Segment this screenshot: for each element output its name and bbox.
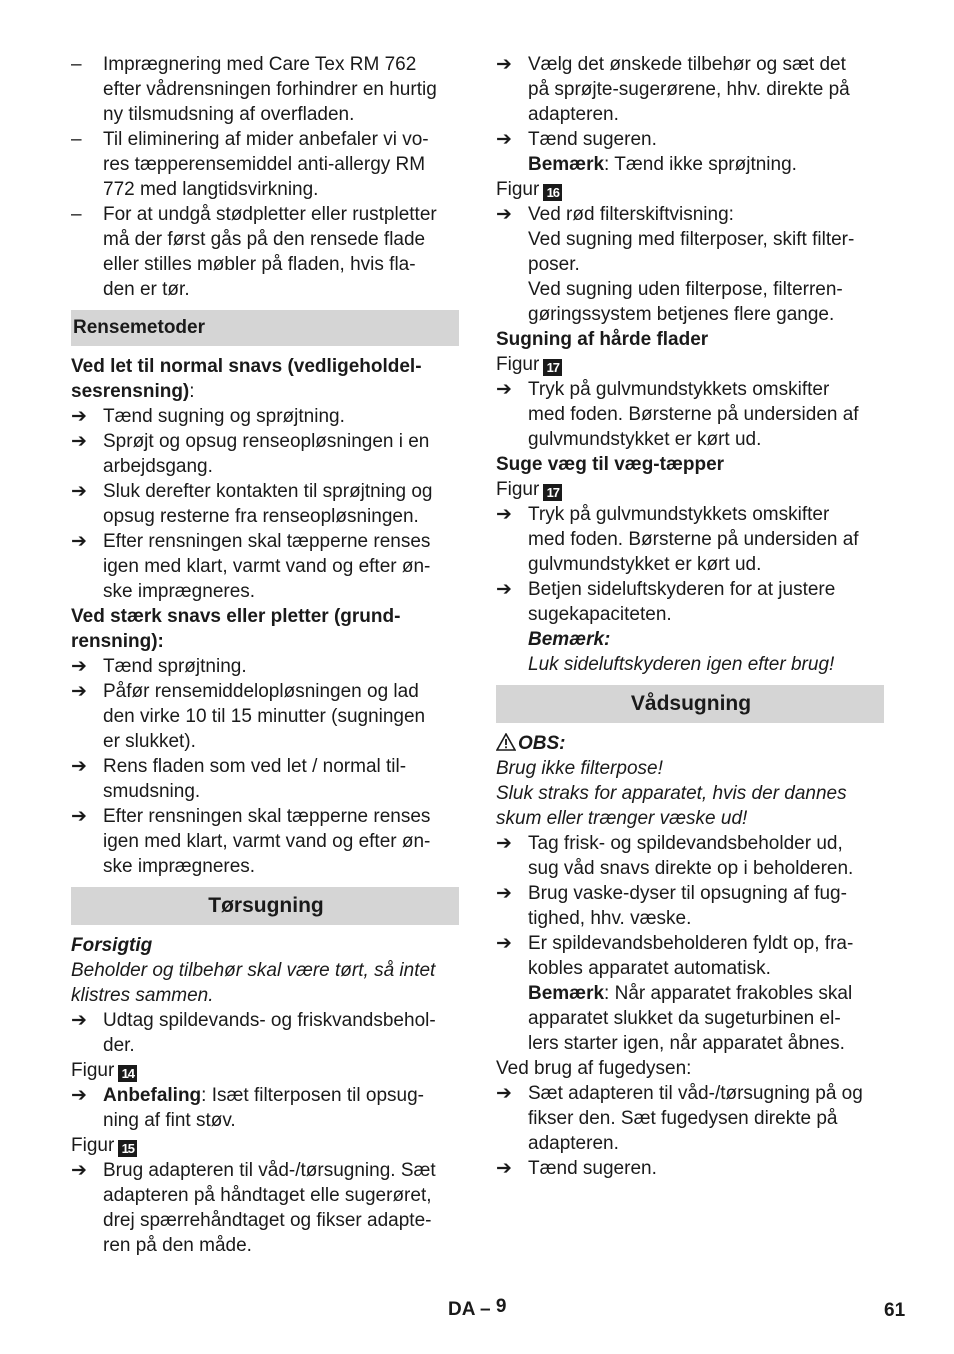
arrow-icon: ➔ — [496, 504, 512, 525]
arrow-icon: ➔ — [496, 579, 512, 600]
footer-section-page: DA – 9 — [448, 1296, 507, 1320]
arrow-icon: ➔ — [496, 54, 512, 75]
step-item: ➔ Anbefaling: Isæt filterposen til opsug- ning af fint støv. — [71, 1085, 424, 1131]
step-item: ➔ Påfør rensemiddelopløsningen og lad den virke 10 til 15 minutter (sugningen er slukket). — [71, 681, 426, 752]
section-heading-vadsugning: Vådsugning — [496, 685, 884, 723]
section-heading-torsugning: Tørsugning — [71, 887, 459, 925]
subheading-light-soil: Ved let til normal snavs (vedligeholdel- — [71, 356, 422, 377]
obs-warning: OBS: — [496, 731, 884, 756]
step-item: ➔ Tænd sugning og sprøjtning. — [71, 406, 345, 427]
left-column: – Imprægnering med Care Tex RM 762 efter vådrensningen forhindrer en hurtig ny tilsmudsning af overfladen. – Til eliminering af mider anbefaler vi vo- res tæpperensemiddel anti-allergy RM 772 med langtidsvirkning. – For at undgå stødpletter eller rustpletter må der først gås på den rensede flade eller stilles møbler på fladen, hvis fla- den er tør. Rensemetoder Ved let til normal snavs (vedligeholdel- sesrensning): ➔ Tænd sugning og sprøjtning. ➔ Sprøjt og opsug renseopløsningen i en arbejdsgang. ➔ Sluk derefter kontakten til sprøjtning og opsug resterne fra renseopløsningen. ➔ Efter rensningen skal tæpperne renses igen med klart, varmt vand og efter øn- ske imprægneres. Ved stærk snavs eller pletter (grund- rensning): ➔ Tænd sprøjtning. ➔ Påfør rensemiddelopløsningen og lad den virke 10 til 15 minutter (sugningen er slukket). ➔ Rens fladen som ved let / normal til- smudsning. ➔ Efter rensningen skal tæpperne renses igen med klart, varmt vand og efter øn- ske imprægneres. Tørsugning Forsigtig Beholder og tilbehør skal være tørt, så intet klistres sammen. ➔ Udtag spildevands- og friskvandsbehol- der. Figur 14 ➔ Anbefaling: Isæt filterposen til opsug- ning af fint støv. Figur 15 ➔ Brug adapteren til våd-/tørsugning. Sæt adapteren på håndtaget elle sugerøret, drej spærrehåndtaget og fikser adapte- ren på den måde. — [71, 52, 459, 1258]
arrow-icon: ➔ — [496, 1158, 512, 1179]
step-item: ➔ Er spildevandsbeholderen fyldt op, fra- kobles apparatet automatisk. Bemærk: Når apparatet frakobles skal apparatet slukket da sugeturbinen el- lers starter igen, når apparatet åbnes. — [496, 933, 854, 1054]
step-item: ➔ Tænd sugeren. Bemærk: Tænd ikke sprøjtning. — [496, 129, 797, 175]
arrow-icon: ➔ — [496, 379, 512, 400]
step-item: ➔ Tryk på gulvmundstykkets omskifter med foden. Børsterne på undersiden af gulvmundstykket er kørt ud. — [496, 504, 859, 575]
step-item: ➔ Tænd sprøjtning. — [71, 656, 247, 677]
step-item: ➔ Brug adapteren til våd-/tørsugning. Sæt adapteren på håndtaget elle sugerøret, drej spærrehåndtaget og fikser adapte- ren på den måde. — [71, 1160, 436, 1256]
step-item: ➔ Sæt adapteren til våd-/tørsugning på og fikser den. Sæt fugedysen direkte på adapteren. — [496, 1083, 863, 1154]
step-item: ➔ Ved rød filterskiftvisning: Ved sugning med filterposer, skift filter- poser. Ved sugning uden filterpose, filterren- gøringssystem betjenes flere gange. — [496, 204, 855, 325]
arrow-icon: ➔ — [71, 1085, 87, 1106]
dash-item: – Imprægnering med Care Tex RM 762 efter vådrensningen forhindrer en hurtig ny tilsmudsning af overfladen. — [71, 54, 437, 125]
arrow-icon: ➔ — [71, 756, 87, 777]
figure-ref: Figur 16 — [496, 177, 884, 202]
dash-list — [71, 52, 459, 302]
arrow-icon: ➔ — [71, 406, 87, 427]
arrow-icon: ➔ — [496, 933, 512, 954]
step-item: ➔ Efter rensningen skal tæpperne renses igen med klart, varmt vand og efter øn- ske imprægneres. — [71, 806, 431, 877]
warning-triangle-icon — [496, 733, 518, 758]
arrow-icon: ➔ — [71, 1010, 87, 1031]
right-column: ➔ Vælg det ønskede tilbehør og sæt det på sprøjte-sugerørene, hhv. direkte på adapteren. ➔ Tænd sugeren. Bemærk: Tænd ikke sprøjtning. Figur 16 ➔ Ved rød filterskiftvisning: Ved sugning med filterposer, skift filter- poser. Ved sugning uden filterpose, filterren- gøringssystem betjenes flere gange. Sugning af hårde flader Figur 17 ➔ Tryk på gulvmundstykkets omskifter med foden. Børsterne på undersiden af gulvmundstykket er kørt ud. Suge væg til væg-tæpper Figur 17 ➔ Tryk på gulvmundstykkets omskifter med foden. Børsterne på undersiden af gulvmundstykket er kørt ud. ➔ Betjen sideluftskyderen for at justere sugekapaciteten. Bemærk: Luk sideluftskyderen igen efter brug! Vådsugning OBS: Brug ikke filterpose! Sluk straks for apparatet, hvis der dannes skum eller trænger væske ud! ➔ Tag frisk- og spildevandsbeholder ud, sug våd snavs direkte op i beholderen. ➔ Brug vaske-dyser til opsugning af fug- tighed, hhv. væske. ➔ Er spildevandsbeholderen fyldt op, fra- kobles apparatet automatisk. Bemærk: Når apparatet frakobles skal apparatet slukket da sugeturbinen el- lers starter igen, når apparatet åbnes. Ved brug af fugedysen: ➔ Sæt adapteren til våd-/tørsugning på og fikser den. Sæt fugedysen direkte på adapteren. ➔ Tænd sugeren. — [496, 52, 884, 1181]
heavy-steps — [71, 654, 459, 879]
arrow-icon: ➔ — [71, 431, 87, 452]
arrow-icon: ➔ — [71, 1160, 87, 1181]
figure-number-badge: 16 — [543, 184, 562, 201]
figure-ref: Figur 17 — [496, 352, 884, 377]
dash-bullet: – — [71, 129, 82, 150]
figure-number-badge: 17 — [543, 484, 562, 501]
arrow-icon: ➔ — [496, 883, 512, 904]
step-item: ➔ Tag frisk- og spildevandsbeholder ud, sug våd snavs direkte op i beholderen. — [496, 833, 854, 879]
arrow-icon: ➔ — [496, 204, 512, 225]
step-item: ➔ Brug vaske-dyser til opsugning af fug- tighed, hhv. væske. — [496, 883, 847, 929]
step-item: ➔ Vælg det ønskede tilbehør og sæt det på sprøjte-sugerørene, hhv. direkte på adapteren. — [496, 54, 850, 125]
arrow-icon: ➔ — [71, 681, 87, 702]
caution-label: Forsigtig — [71, 935, 153, 956]
arrow-icon: ➔ — [71, 656, 87, 677]
arrow-icon: ➔ — [496, 129, 512, 150]
step-item: ➔ Sprøjt og opsug renseopløsningen i en arbejdsgang. — [71, 431, 430, 477]
figure-ref: Figur 15 — [71, 1133, 459, 1158]
step-item: ➔ Efter rensningen skal tæpperne renses igen med klart, varmt vand og efter øn- ske imprægneres. — [71, 531, 431, 602]
step-item: ➔ Sluk derefter kontakten til sprøjtning og opsug resterne fra renseopløsningen. — [71, 481, 433, 527]
dash-item: – Til eliminering af mider anbefaler vi vo- res tæpperensemiddel anti-allergy RM 772 med langtidsvirkning. — [71, 129, 429, 200]
subheading-wall-to-wall: Suge væg til væg-tæpper — [496, 454, 725, 475]
subheading-hard-floors: Sugning af hårde flader — [496, 329, 709, 350]
dash-bullet: – — [71, 204, 82, 225]
light-steps — [71, 404, 459, 604]
arrow-icon: ➔ — [71, 531, 87, 552]
step-item: ➔ Tryk på gulvmundstykkets omskifter med foden. Børsterne på undersiden af gulvmundstykket er kørt ud. — [496, 379, 859, 450]
step-item: ➔ Tænd sugeren. — [496, 1158, 657, 1179]
step-item: ➔ Rens fladen som ved let / normal til- smudsning. — [71, 756, 407, 802]
subheading-heavy-soil: Ved stærk snavs eller pletter (grund- — [71, 606, 401, 627]
arrow-icon: ➔ — [71, 806, 87, 827]
step-item: ➔ Betjen sideluftskyderen for at justere sugekapaciteten. Bemærk: Luk sideluftskyderen igen efter brug! — [496, 579, 836, 675]
figure-ref: Figur 17 — [496, 477, 884, 502]
arrow-icon: ➔ — [496, 833, 512, 854]
step-item: ➔ Udtag spildevands- og friskvandsbehol- der. — [71, 1010, 436, 1056]
figure-number-badge: 15 — [118, 1140, 137, 1157]
dash-item: – For at undgå stødpletter eller rustpletter må der først gås på den rensede flade eller stilles møbler på fladen, hvis fla- den er tør. — [71, 204, 437, 300]
arrow-icon: ➔ — [496, 1083, 512, 1104]
dash-bullet: – — [71, 54, 82, 75]
section-heading-rensemetoder: Rensemetoder — [71, 310, 459, 346]
figure-number-badge: 17 — [543, 359, 562, 376]
fugedyse-intro: Ved brug af fugedysen: — [496, 1058, 692, 1079]
figure-ref: Figur 14 — [71, 1058, 459, 1083]
arrow-icon: ➔ — [71, 481, 87, 502]
figure-number-badge: 14 — [118, 1065, 137, 1082]
page-number: 61 — [884, 1300, 906, 1321]
